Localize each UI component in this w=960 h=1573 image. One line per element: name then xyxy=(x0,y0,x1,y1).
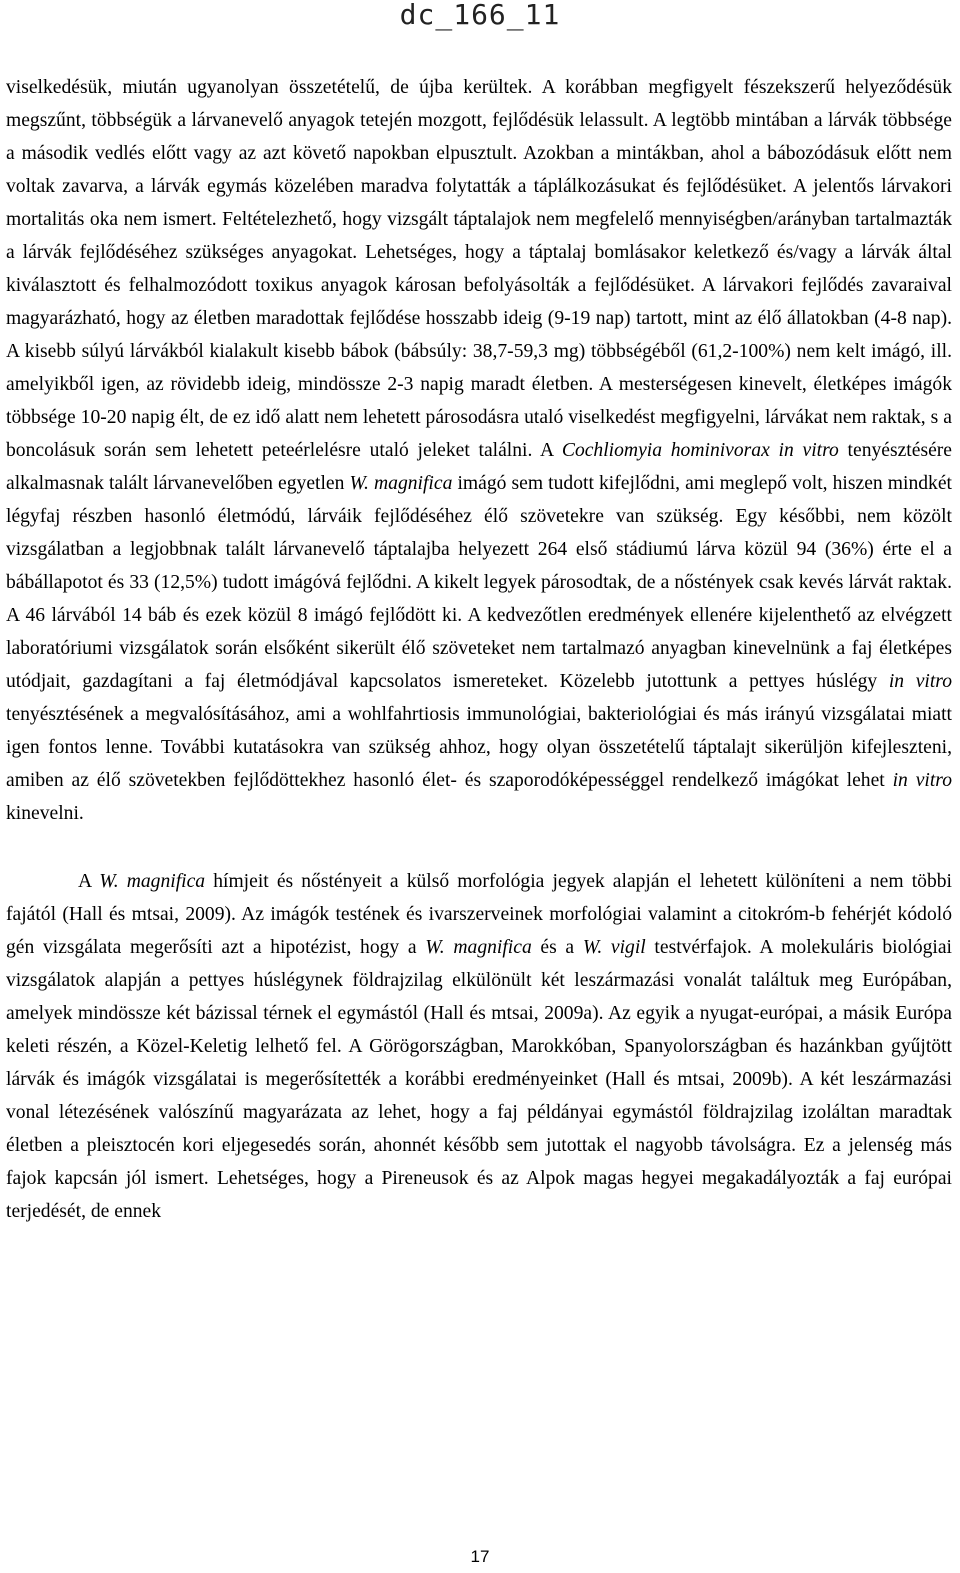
italic-species-name: Cochliomyia hominivorax in vitro xyxy=(561,440,839,461)
italic-term: in vitro xyxy=(888,671,952,692)
italic-species-name: W. magnifica xyxy=(349,473,453,494)
page-number: 17 xyxy=(470,1547,490,1566)
italic-species-name: W. magnifica xyxy=(99,871,206,892)
italic-term: in vitro xyxy=(892,770,953,791)
text-run: viselkedésük, miután ugyanolyan összetételű, de újba kerültek. A korábban megfigyelt fészekszerű helyeződésük megszűnt, többségük a lárvanevelő anyagok tetején mozgott, fejlődésük lelassult. A legtöbb mintában a lárvák többsége a második vedlés előtt vagy az azt követő napokban elpusztult. Azokban a mintákban, ahol a bábozódásuk előtt nem voltak zavarva, a lárvák egymás közelében maradva folytatták a táplálkozásukat és fejlődésüket. A jelentős lárvakori mortalitás oka nem ismert. Feltételezhető, hogy vizsgált táptalajok nem megfelelő mennyiségben/arányban tartalmazták a lárvák fejlődéséhez szükséges anyagokat. Lehetséges, hogy a táptalaj bomlásakor keletkező és/vagy a lárvák által kiválasztott és felhalmozódott toxikus anyagok károsan befolyásolták a fejlődésüket. A lárvakori fejlődés zavaraival magyarázható, hogy az életben maradottak fejlődése hosszabb ideig (9-19 nap) tartott, mint az élő állatokban (4-8 nap). A kisebb súlyú lárvákból kialakult kisebb bábok (bábsúly: 38,7-59,3 mg) többségéből (61,2-100%) nem kelt imágó, ill. amelyikből igen, az rövidebb ideig, mindössze 2-3 napig maradt életben. A mesterségesen kinevelt, életképes imágók többsége 10-20 napig élt, de ez idő alatt nem lehetett párosodásra utaló viselkedést megfigyelni, lárvákat nem raktak, s a boncolásuk során sem lehetett peteérlelésre utaló jeleket találni. A xyxy=(6,77,952,461)
document-code-header: dc_166_11 xyxy=(399,0,561,31)
paragraph-2 xyxy=(6,865,952,1228)
body-text xyxy=(6,71,952,1228)
text-run: és a xyxy=(531,937,583,958)
text-run: tenyésztésének a megvalósításához, ami a wohlfahrtiosis immunológiai, bakteriológiai és más irányú vizsgálatai miatt igen fontos lenne. További kutatásokra van szükség ahhoz, hogy olyan összetételű táptalajt sikerüljön kifejleszteni, amiben az élő szövetekben fejlődöttekhez hasonló élet- és szaporodóképességgel rendelkező imágókat lehet xyxy=(6,704,952,791)
paragraph-1 xyxy=(6,71,952,830)
text-run: testvérfajok. A molekuláris biológiai vizsgálatok alapján a pettyes húslégynek földrajzilag elkülönült két leszármazási vonalát találtuk meg Európában, amelyek mindössze két bázissal térnek el egymástól (Hall és mtsai, 2009a). Az egyik a nyugat-európai, a másik Európa keleti részén, a Közel-Keletig lelhető fel. A Görögországban, Marokkóban, Spanyolországban és hazánkban gyűjtött lárvák és imágók vizsgálatai is megerősítették a korábbi eredményeinket (Hall és mtsai, 2009b). A két leszármazási vonal létezésének valószínű magyarázata az lehet, hogy a faj példányai egymástól földrajzilag izoláltan maradtak életben a pleisztocén kori eljegesedés során, ahonnét később sem jutottak el nagyobb távolságra. Ez a jelenség más fajok kapcsán jól ismert. Lehetséges, hogy a Pireneusok és az Alpok magas hegyei megakadályozták a faj európai terjedését, de ennek xyxy=(6,937,953,1222)
italic-species-name: W. vigil xyxy=(582,937,646,958)
text-run: imágó sem tudott kifejlődni, ami meglepő volt, hiszen mindkét légyfaj részben hasonló életmódú, lárváik fejlődéséhez élő szövetekre van szükség. Egy későbbi, nem közölt vizsgálatban a legjobbnak talált lárvanevelő táptalajba helyezett 264 első stádiumú lárva közül 94 (36%) érte el a bábállapotot és 33 (12,5%) tudott imágóvá fejlődni. A kikelt legyek párosodtak, de a nőstények csak kevés lárvát raktak. A 46 lárvából 14 báb és ezek közül 8 imágó fejlődött ki. A kedvezőtlen eredmények ellenére kijelenthető az elvégzett laboratóriumi vizsgálatok során elsőként sikerült élő szöveteket nem tartalmazó anyagban kinevelnünk a faj életképes utódjait, gazdagítani a faj életmódjával kapcsolatos ismereteket. Közelebb jutottunk a pettyes húslégy xyxy=(6,473,952,692)
italic-species-name: W. magnifica xyxy=(425,937,532,958)
text-run: hímjeit és nőstényeit a külső morfológia jegyek alapján el lehetett különíteni a nem többi fajától (Hall és mtsai, 2009). Az imágók testének és ivarszerveinek morfológiai valamint a citokróm-b fehérjét kódoló gén vizsgálata megerősíti azt a hipotézist, hogy a xyxy=(6,871,953,958)
text-run: A xyxy=(78,871,100,892)
text-run: tenyésztésére alkalmasnak talált lárvanevelőben egyetlen xyxy=(6,440,952,494)
text-run: kinevelni. xyxy=(6,803,84,824)
